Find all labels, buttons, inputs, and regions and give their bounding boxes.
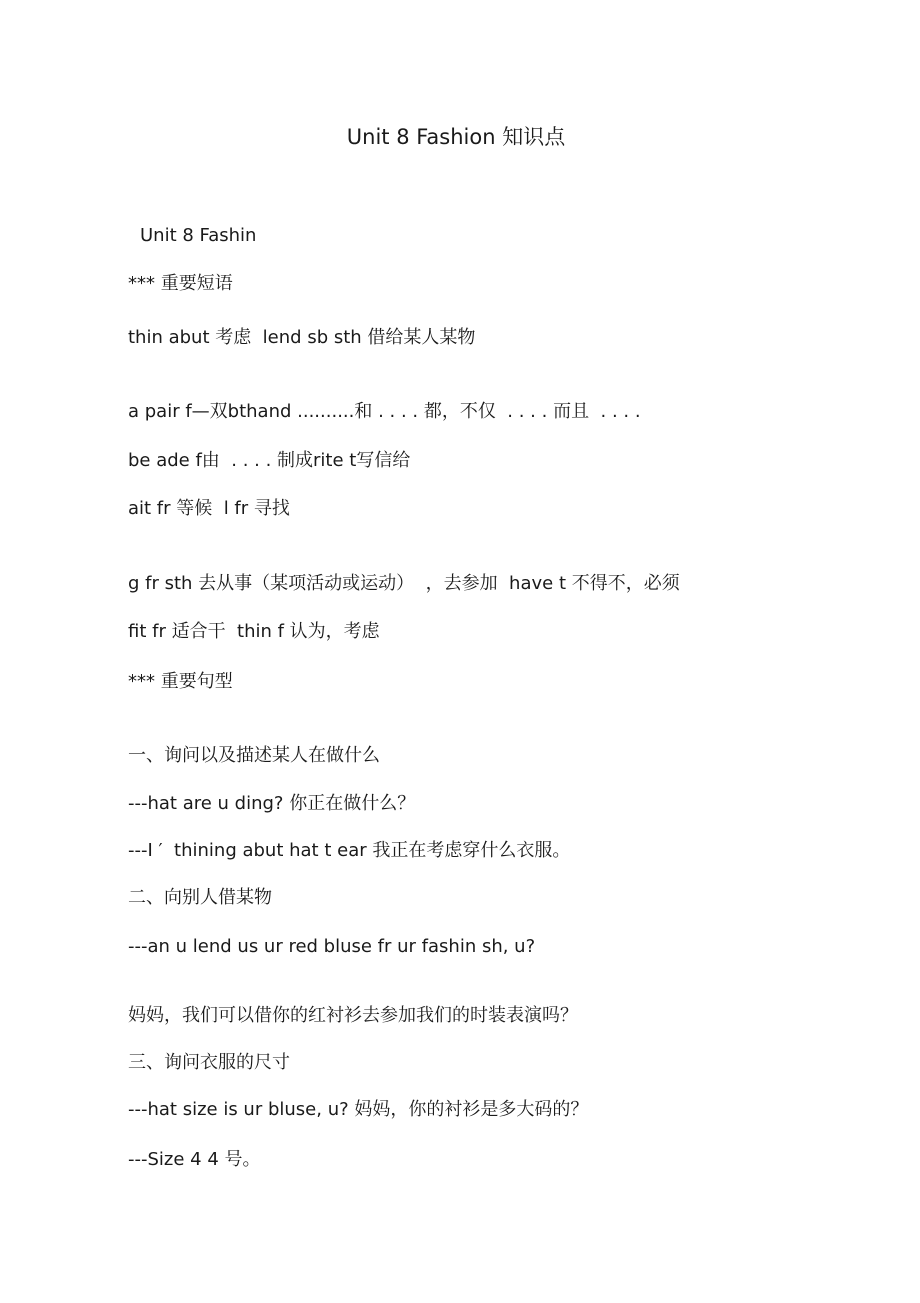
subheading: 二、向别人借某物 — [128, 887, 272, 908]
section-heading-sentences: *** 重要句型 — [128, 671, 233, 692]
document-title: Unit 8 Fashion 知识点 — [346, 125, 566, 149]
phrase-line: g fr sth 去从事（某项活动或运动） ，去参加 have t 不得不，必须 — [128, 573, 680, 594]
subheading: 三、询问衣服的尺寸 — [128, 1052, 290, 1073]
sentence-line: ---Size 4 4 号。 — [128, 1149, 261, 1170]
phrase-line: a pair f—双bthand ..........和 . . . . 都，不仅 . . . . 而且 . . . . — [128, 401, 641, 422]
phrase-line: thin abut 考虑 lend sb sth 借给某人某物 — [128, 327, 476, 348]
phrase-line: fit fr 适合干 thin f 认为，考虑 — [128, 621, 380, 642]
sentence-line: ---hat size is ur bluse, u? 妈妈，你的衬衫是多大码的？ — [128, 1099, 589, 1120]
subheading: 一、询问以及描述某人在做什么 — [128, 745, 380, 766]
sentence-line: 妈妈，我们可以借你的红衬衫去参加我们的时装表演吗？ — [128, 1005, 578, 1026]
sentence-line: ---I ′ thining abut hat t ear 我正在考虑穿什么衣服。 — [128, 840, 571, 861]
phrase-line: be ade f由 . . . . 制成rite t写信给 — [128, 450, 411, 471]
unit-subtitle: Unit 8 Fashin — [140, 225, 257, 246]
sentence-line: ---hat are u ding? 你正在做什么？ — [128, 793, 416, 814]
section-heading-phrases: *** 重要短语 — [128, 273, 233, 294]
sentence-line: ---an u lend us ur red bluse fr ur fashin sh, u? — [128, 936, 536, 957]
phrase-line: ait fr 等候 l fr 寻找 — [128, 498, 290, 519]
